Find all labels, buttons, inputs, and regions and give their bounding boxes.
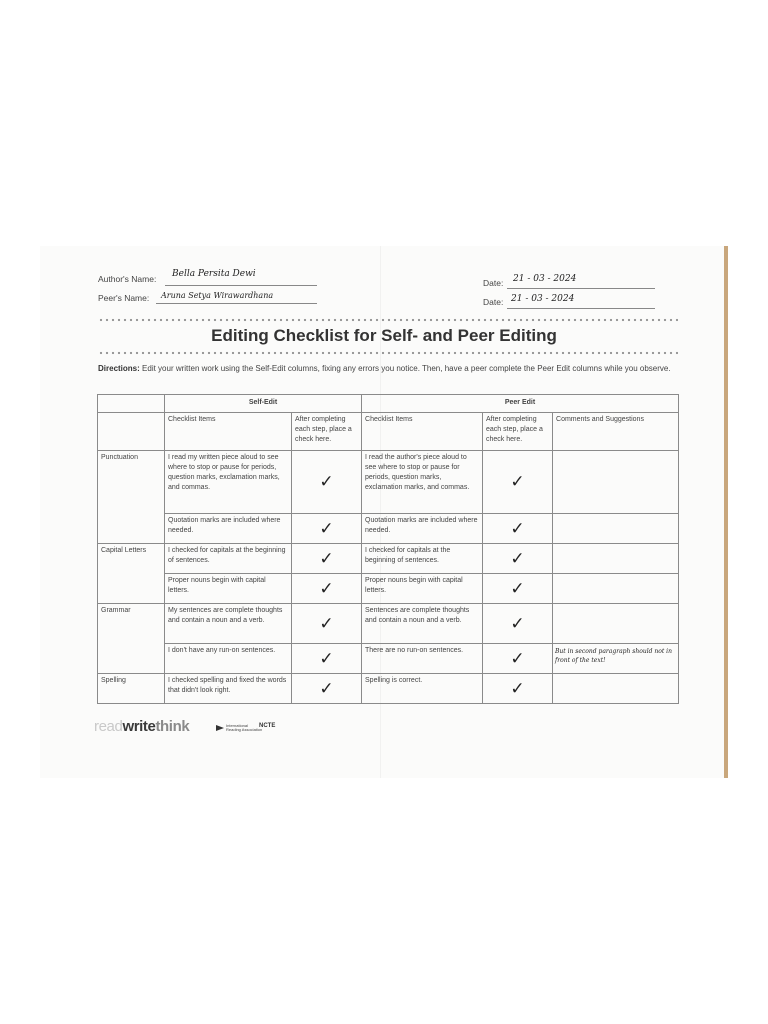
comments-header: Comments and Suggestions — [553, 413, 679, 451]
author-name-value: Bella Persita Dewi — [172, 269, 256, 279]
comment-cell: But in second paragraph should not in front of the text! — [553, 644, 679, 674]
peer-check-mark: ✓ — [483, 604, 553, 644]
category-capital-letters: Capital Letters — [98, 544, 165, 604]
peer-checklist-item: Sentences are complete thoughts and contain a noun and a verb. — [362, 604, 483, 644]
group-header-row — [98, 395, 679, 413]
table-row — [98, 514, 679, 544]
comment-cell — [553, 674, 679, 704]
blank-header-cell — [98, 413, 165, 451]
ira-line-1: International — [226, 723, 249, 728]
dotted-rule-bottom — [98, 351, 678, 355]
peer-date-line — [507, 308, 655, 309]
self-checklist-item: I checked spelling and fixed the words that didn't look right. — [165, 674, 292, 704]
self-checklist-item: I read my written piece aloud to see where to stop or pause for periods, question marks, exclamation marks, and commas. — [165, 451, 292, 514]
dotted-rule-top — [98, 318, 678, 322]
category-spelling: Spelling — [98, 674, 165, 704]
peer-name-line — [156, 303, 317, 304]
peer-checklist-item: I checked for capitals at the beginning of sentences. — [362, 544, 483, 574]
ira-logo-text — [226, 724, 262, 732]
ncte-logo: NCTE — [259, 723, 276, 729]
peer-date-value: 21 - 03 - 2024 — [511, 294, 575, 304]
peer-check-column-header: After completing each step, place a check here. — [483, 413, 553, 451]
peer-checklist-item: I read the author's piece aloud to see where to stop or pause for periods, question marks, exclamation marks, and commas. — [362, 451, 483, 514]
peer-check-mark: ✓ — [483, 574, 553, 604]
self-checklist-item: I checked for capitals at the beginning of sentences. — [165, 544, 292, 574]
category-grammar: Grammar — [98, 604, 165, 674]
directions-label: Directions: — [98, 364, 140, 373]
peer-checklist-items-header: Checklist Items — [362, 413, 483, 451]
peer-check-mark: ✓ — [483, 644, 553, 674]
peer-check-mark: ✓ — [483, 544, 553, 574]
peer-name-value: Aruna Setya Wirawardhana — [161, 291, 274, 300]
peer-check-mark: ✓ — [483, 674, 553, 704]
peer-check-mark: ✓ — [483, 451, 553, 514]
comment-cell — [553, 604, 679, 644]
table-row — [98, 644, 679, 674]
self-check-mark: ✓ — [292, 574, 362, 604]
self-edit-header: Self-Edit — [165, 395, 362, 413]
self-checklist-item: Proper nouns begin with capital letters. — [165, 574, 292, 604]
blank-header-cell — [98, 395, 165, 413]
author-date-line — [507, 288, 655, 289]
self-checklist-item: I don't have any run-on sentences. — [165, 644, 292, 674]
peer-checklist-item: Proper nouns begin with capital letters. — [362, 574, 483, 604]
ira-logo-icon — [216, 725, 224, 731]
comment-cell — [553, 544, 679, 574]
page-title: Editing Checklist for Self- and Peer Editing — [211, 326, 557, 345]
self-check-column-header: After completing each step, place a check here. — [292, 413, 362, 451]
readwritethink-logo: readwritethink — [94, 718, 190, 735]
table-row — [98, 674, 679, 704]
checklist-table — [97, 394, 679, 704]
author-date-value: 21 - 03 - 2024 — [513, 274, 577, 284]
self-checklist-items-header: Checklist Items — [165, 413, 292, 451]
category-punctuation: Punctuation — [98, 451, 165, 544]
self-checklist-item: Quotation marks are included where needed. — [165, 514, 292, 544]
table-row — [98, 604, 679, 644]
peer-edit-header: Peer Edit — [362, 395, 679, 413]
self-check-mark: ✓ — [292, 514, 362, 544]
self-check-mark: ✓ — [292, 544, 362, 574]
table-row — [98, 544, 679, 574]
self-checklist-item: My sentences are complete thoughts and contain a noun and a verb. — [165, 604, 292, 644]
comment-cell — [553, 574, 679, 604]
peer-checklist-item: Quotation marks are included where needed. — [362, 514, 483, 544]
column-header-row — [98, 413, 679, 451]
author-date-label: Date: — [483, 278, 504, 288]
self-check-mark: ✓ — [292, 451, 362, 514]
worksheet-paper — [40, 246, 728, 778]
self-check-mark: ✓ — [292, 674, 362, 704]
table-row — [98, 574, 679, 604]
peer-check-mark: ✓ — [483, 514, 553, 544]
comment-cell — [553, 451, 679, 514]
directions-text: Edit your written work using the Self-Edit columns, fixing any errors you notice. Then, have a peer complete the Peer Edit columns while you observe. — [142, 364, 671, 373]
peer-checklist-item: Spelling is correct. — [362, 674, 483, 704]
ira-line-2: Reading Association — [226, 727, 263, 732]
author-name-line — [165, 285, 317, 286]
self-check-mark: ✓ — [292, 604, 362, 644]
table-row — [98, 451, 679, 514]
comment-cell — [553, 514, 679, 544]
directions — [98, 363, 673, 374]
author-name-label: Author's Name: — [98, 274, 157, 284]
self-check-mark: ✓ — [292, 644, 362, 674]
peer-name-label: Peer's Name: — [98, 293, 150, 303]
peer-date-label: Date: — [483, 297, 504, 307]
peer-checklist-item: There are no run-on sentences. — [362, 644, 483, 674]
